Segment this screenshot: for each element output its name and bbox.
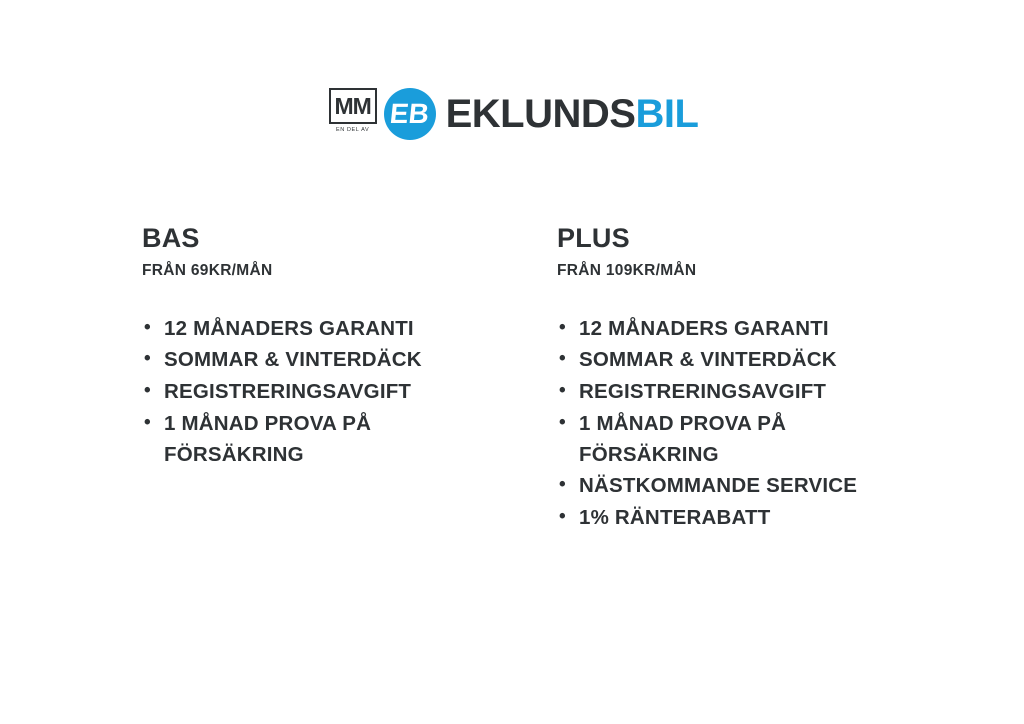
feature-line-second: FÖRSÄKRING — [164, 442, 304, 466]
list-item — [557, 314, 957, 345]
plans-container — [0, 224, 1024, 584]
feature-line: 1% RÄNTERABATT — [579, 506, 771, 530]
brand-logo — [0, 88, 1024, 140]
feature-line: 1 MÅNAD PROVA PÅ — [579, 411, 787, 435]
feature-line: REGISTRERINGSAVGIFT — [579, 380, 827, 404]
logo-inner — [326, 88, 699, 140]
eklundsbil-circle-icon — [384, 88, 436, 140]
mm-logo-box — [329, 88, 377, 124]
feature-line: 1 MÅNAD PROVA PÅ — [164, 411, 372, 435]
brand-wordmark — [446, 94, 699, 134]
list-item — [557, 471, 957, 502]
list-item — [557, 377, 957, 408]
mm-logo-letters: MM — [334, 92, 371, 119]
list-item — [557, 345, 957, 376]
mm-logo-icon — [326, 88, 380, 140]
list-item — [142, 314, 522, 345]
feature-line: NÄSTKOMMANDE SERVICE — [579, 474, 858, 498]
list-item — [142, 409, 522, 471]
plan-price-plus: FRÅN 109KR/MÅN — [557, 261, 697, 279]
feature-line: 12 MÅNADERS GARANTI — [164, 316, 414, 340]
list-item — [557, 409, 957, 471]
plan-title-plus: PLUS — [557, 223, 630, 253]
mm-logo-subtitle: EN DEL AV — [336, 127, 370, 133]
feature-line: REGISTRERINGSAVGIFT — [164, 380, 412, 404]
feature-line-second: FÖRSÄKRING — [579, 442, 719, 466]
feature-line: SOMMAR & VINTERDÄCK — [579, 348, 837, 372]
list-item — [557, 503, 957, 534]
eklundsbil-monogram: EB — [388, 98, 431, 129]
wordmark-part-dark: EKLUNDS — [445, 92, 636, 136]
feature-line: 12 MÅNADERS GARANTI — [579, 316, 829, 340]
plan-features-plus — [557, 314, 957, 534]
plan-title-bas: BAS — [142, 223, 200, 253]
plan-price-bas: FRÅN 69KR/MÅN — [142, 261, 273, 279]
wordmark-part-blue: BIL — [635, 92, 699, 136]
list-item — [142, 345, 522, 376]
list-item — [142, 377, 522, 408]
plan-features-bas — [142, 314, 522, 471]
feature-line: SOMMAR & VINTERDÄCK — [164, 348, 422, 372]
plan-column-bas — [142, 224, 522, 471]
plan-column-plus — [557, 224, 957, 535]
